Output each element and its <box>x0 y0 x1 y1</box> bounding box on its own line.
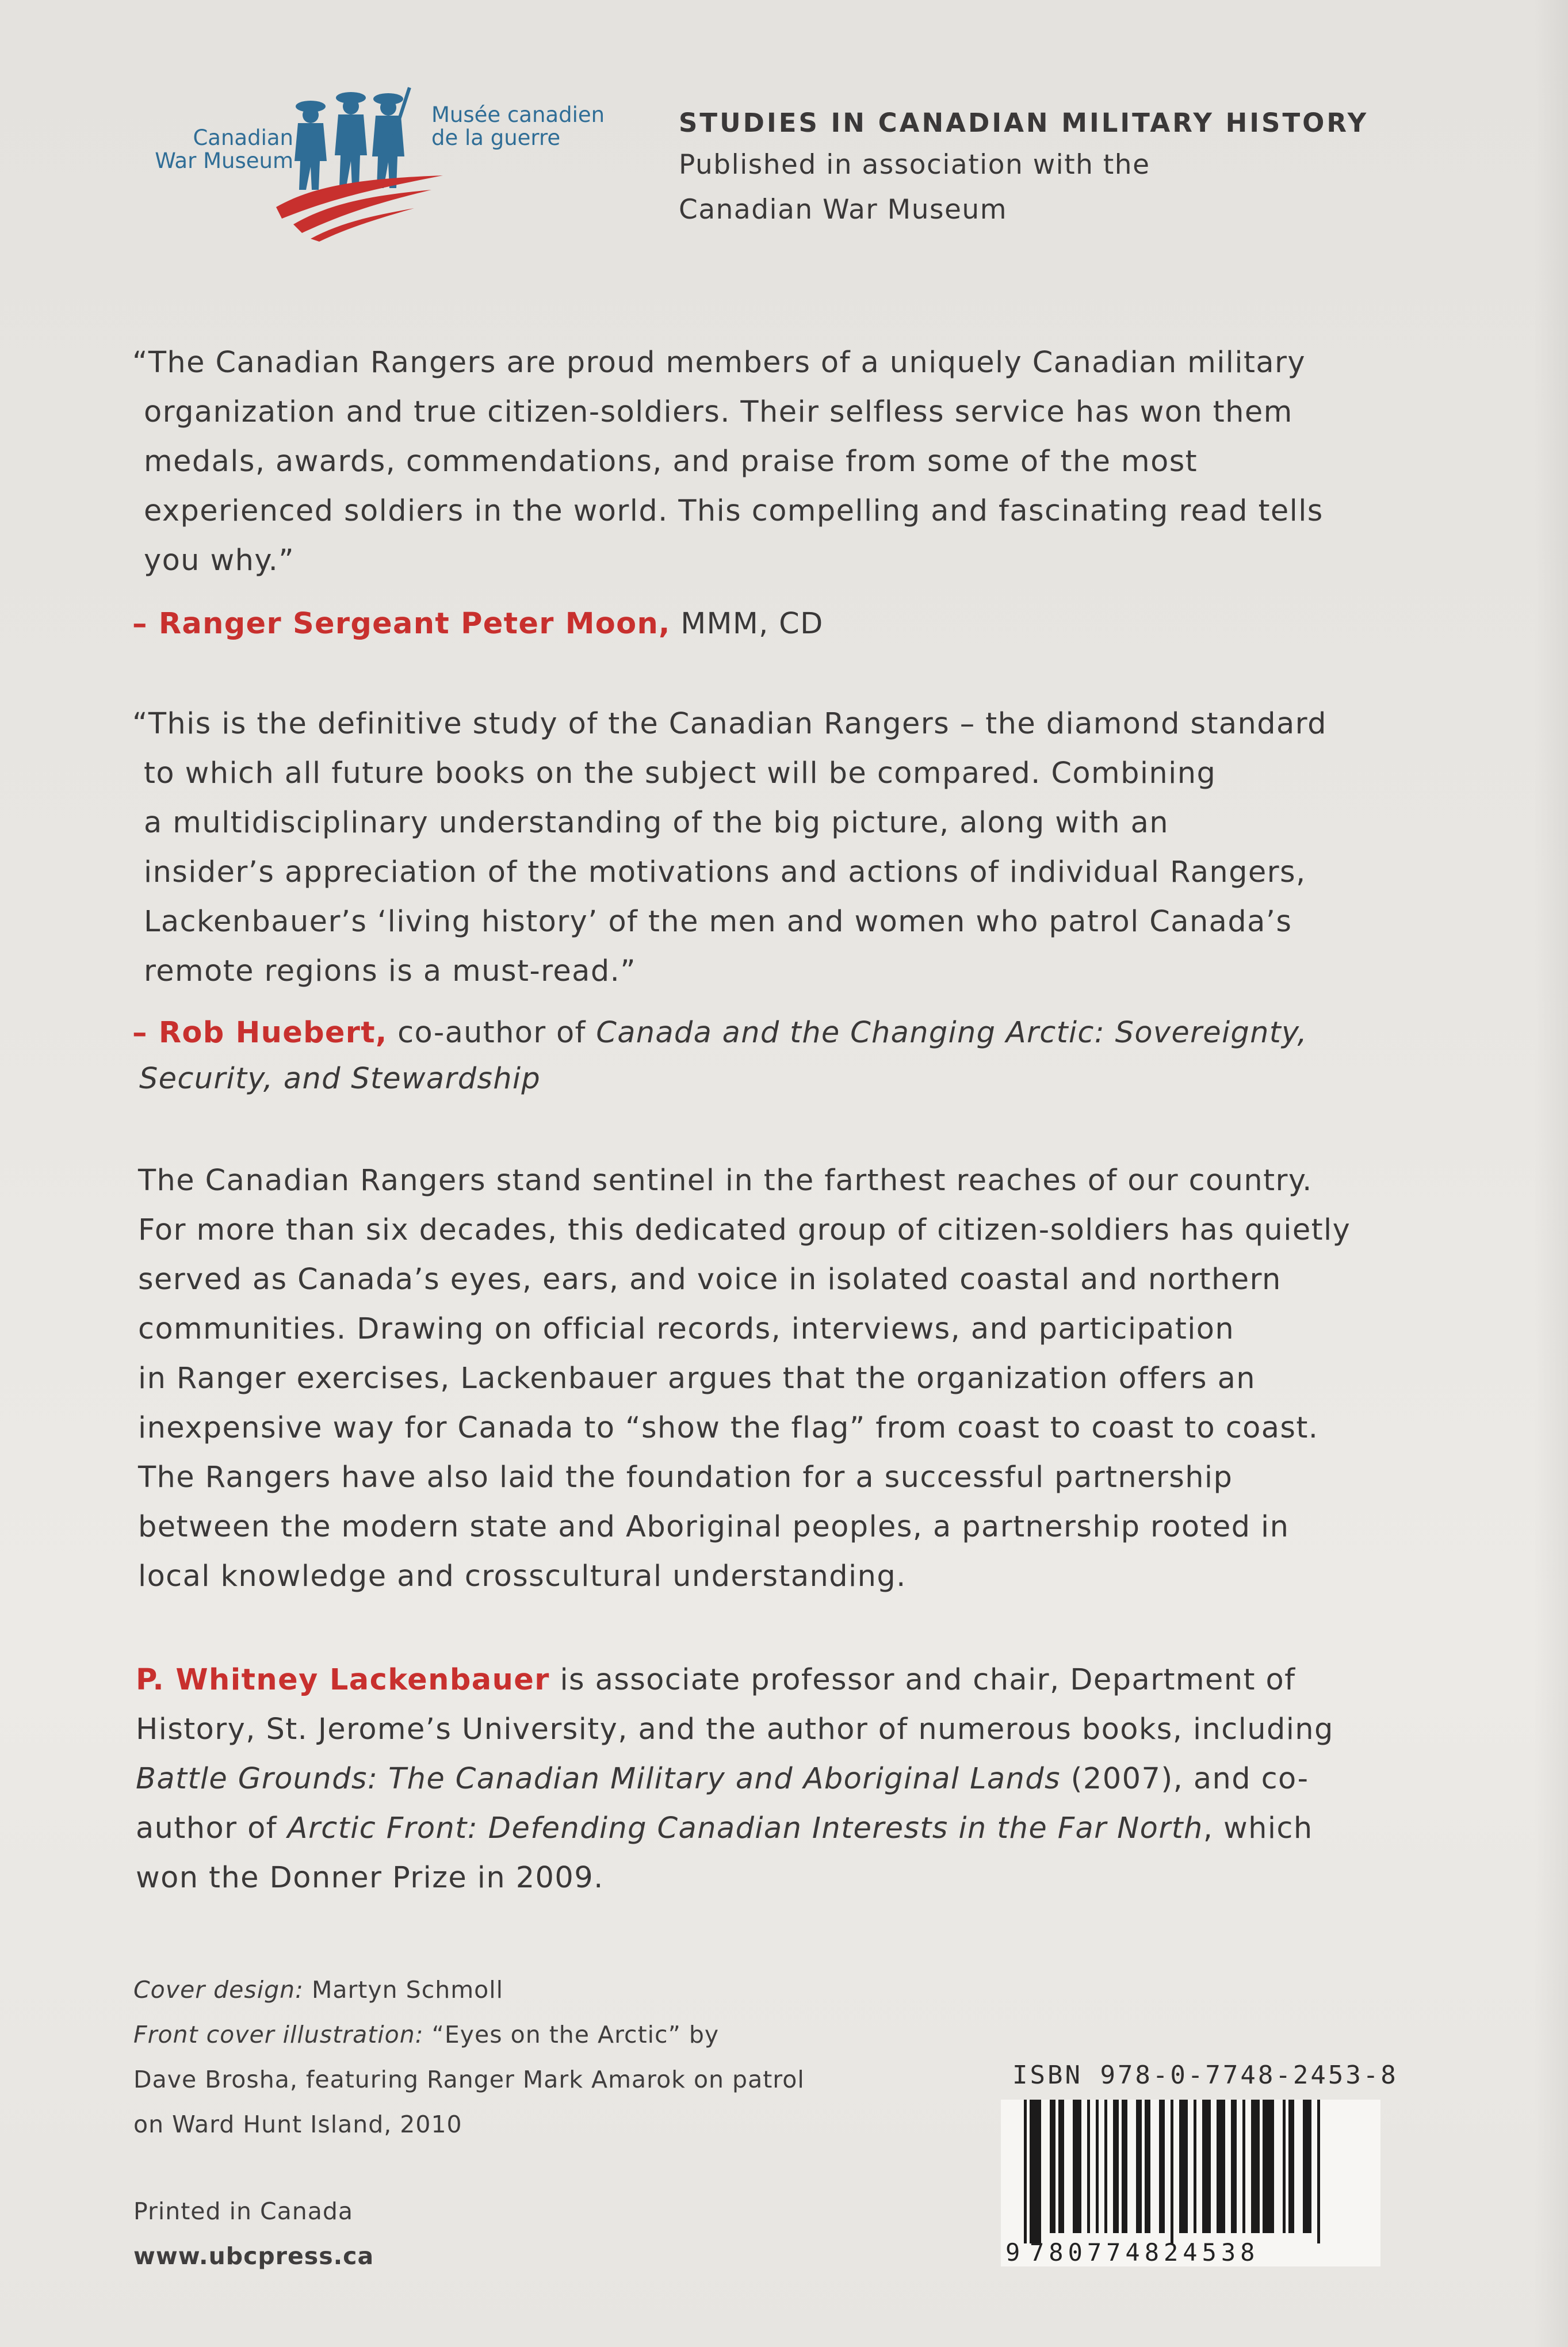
quote-1-attribution: – Ranger Sergeant Peter Moon, MMM, CD <box>132 607 824 641</box>
quote-line: a multidisciplinary understanding of the big picture, along with an <box>144 806 1169 840</box>
quote-2-book-title-cont: Security, and Stewardship <box>139 1062 541 1096</box>
quote-1-author: Ranger Sergeant Peter Moon, <box>158 607 671 641</box>
description-line: local knowledge and crosscultural understanding. <box>138 1559 907 1593</box>
quote-line: insider’s appreciation of the motivations and actions of individual Rangers, <box>144 855 1306 889</box>
quote-line: to which all future books on the subject will be compared. Combining <box>144 756 1217 790</box>
description-line: in Ranger exercises, Lackenbauer argues that the organization offers an <box>138 1362 1256 1396</box>
barcode-bar <box>1087 2100 1090 2233</box>
publisher-website-link[interactable]: www.ubcpress.ca <box>133 2242 374 2270</box>
barcode-bar <box>1251 2100 1260 2233</box>
barcode-bar <box>1171 2100 1173 2243</box>
publisher-info <box>133 2189 374 2279</box>
barcode-bar <box>1030 2100 1041 2243</box>
quote-2-attribution: – Rob Huebert, co-author of Canada and the Changing Arctic: Sovereignty, Security, and Stewardship <box>132 1016 1308 1096</box>
quote-2-author: Rob Huebert, <box>158 1016 388 1050</box>
barcode-bar <box>1058 2100 1064 2233</box>
endorsement-quote-2 <box>132 699 1432 996</box>
barcode-bar <box>1113 2100 1119 2233</box>
logo-name-english: Canadian War Museum <box>155 125 293 173</box>
barcode-bar <box>1024 2100 1027 2243</box>
bio-book-title-1: Battle Grounds: The Canadian Military and Aboriginal Lands <box>136 1762 1061 1796</box>
quote-line: Lackenbauer’s ‘living history’ of the men and women who patrol Canada’s <box>144 905 1292 939</box>
description-line: inexpensive way for Canada to “show the flag” from coast to coast to coast. <box>138 1411 1319 1445</box>
description-line: communities. Drawing on official records, interviews, and participation <box>138 1312 1235 1346</box>
quote-line: experienced soldiers in the world. This compelling and fascinating read tells <box>144 494 1324 528</box>
description-line: For more than six decades, this dedicated group of citizen-soldiers has quietly <box>138 1213 1351 1247</box>
barcode-bar <box>1202 2100 1211 2233</box>
barcode-bar <box>1050 2100 1055 2233</box>
barcode-bar <box>1179 2100 1188 2233</box>
quote-line: “This is the definitive study of the Canadian Rangers – the diamond standard <box>132 707 1327 741</box>
barcode-bar <box>1104 2100 1107 2233</box>
series-subtitle-line1: Published in association with the <box>679 149 1150 181</box>
isbn-label: ISBN 978-0-7748-2453-8 <box>1012 2061 1398 2090</box>
illustration-label: Front cover illustration: <box>133 2021 424 2048</box>
barcode-bar <box>1122 2100 1127 2233</box>
series-subtitle-line2: Canadian War Museum <box>679 194 1007 225</box>
description-line: served as Canada’s eyes, ears, and voice in isolated coastal and northern <box>138 1263 1282 1297</box>
barcode-bar <box>1242 2100 1245 2233</box>
barcode-bar <box>1194 2100 1196 2233</box>
quote-line: remote regions is a must-read.” <box>144 954 637 988</box>
quote-2-book-title: Canada and the Changing Arctic: Sovereignty, <box>596 1016 1308 1050</box>
barcode-digits: 780774824538 <box>1030 2238 1260 2266</box>
cover-design-value: Martyn Schmoll <box>303 1976 504 2004</box>
barcode-bar <box>1283 2100 1286 2233</box>
quote-line: “The Canadian Rangers are proud members of a uniquely Canadian military <box>132 346 1306 380</box>
quote-line: organization and true citizen-soldiers. Their selfless service has won them <box>144 395 1293 429</box>
barcode-bar <box>1317 2100 1320 2243</box>
barcode-bar <box>1217 2100 1225 2233</box>
author-name: P. Whitney Lackenbauer <box>136 1663 550 1697</box>
barcode-bar <box>1145 2100 1150 2233</box>
logo-name-french: Musée canadien de la guerre <box>431 102 605 150</box>
endorsement-quote-1 <box>132 338 1432 586</box>
book-description <box>138 1156 1438 1601</box>
barcode-icon <box>1001 2100 1380 2266</box>
barcode-bar <box>1159 2100 1165 2233</box>
barcode-bar <box>1136 2100 1142 2233</box>
canadian-war-museum-logo <box>144 75 615 242</box>
quote-line: medals, awards, commendations, and praise from some of the most <box>144 445 1198 479</box>
quote-line: you why.” <box>144 544 295 578</box>
printed-in: Printed in Canada <box>133 2197 354 2225</box>
illustration-value: “Eyes on the Arctic” by <box>423 2021 720 2048</box>
series-title: STUDIES IN CANADIAN MILITARY HISTORY <box>679 108 1369 138</box>
cover-design-label: Cover design: <box>133 1976 304 2004</box>
barcode-bar <box>1288 2100 1294 2233</box>
soldiers-emblem-icon <box>270 75 454 242</box>
barcode-bar <box>1073 2100 1081 2233</box>
description-line: The Canadian Rangers stand sentinel in the farthest reaches of our country. <box>138 1164 1313 1198</box>
cover-credits: Cover design: Martyn Schmoll Front cover illustration: “Eyes on the Arctic” by Dave Brosha, featuring Ranger Mark Amarok on patrol on Ward Hunt Island, 2010 <box>133 1976 805 2138</box>
edge-shadow <box>1533 0 1568 2347</box>
barcode-bar <box>1231 2100 1237 2233</box>
series-header <box>679 104 1368 232</box>
author-bio: P. Whitney Lackenbauer is associate professor and chair, Department of History, St. Jerome’s University, and the author of numerous books, including Battle Grounds: The Canadian Military and Aboriginal Lands (2007), and co- author of Arctic Front: Defending Canadian Interests in the Far North, which won the Donner Prize in 2009. <box>136 1663 1334 1895</box>
description-line: The Rangers have also laid the foundation for a successful partnership <box>138 1461 1233 1494</box>
barcode-first-digit: 9 <box>1005 2238 1020 2266</box>
barcode-bar <box>1303 2100 1311 2233</box>
description-line: between the modern state and Aboriginal peoples, a partnership rooted in <box>138 1510 1290 1544</box>
quote-1-honours: MMM, CD <box>670 607 824 641</box>
barcode-bar <box>1096 2100 1099 2233</box>
bio-book-title-2: Arctic Front: Defending Canadian Interests in the Far North <box>287 1811 1203 1845</box>
barcode-bar <box>1263 2100 1274 2233</box>
